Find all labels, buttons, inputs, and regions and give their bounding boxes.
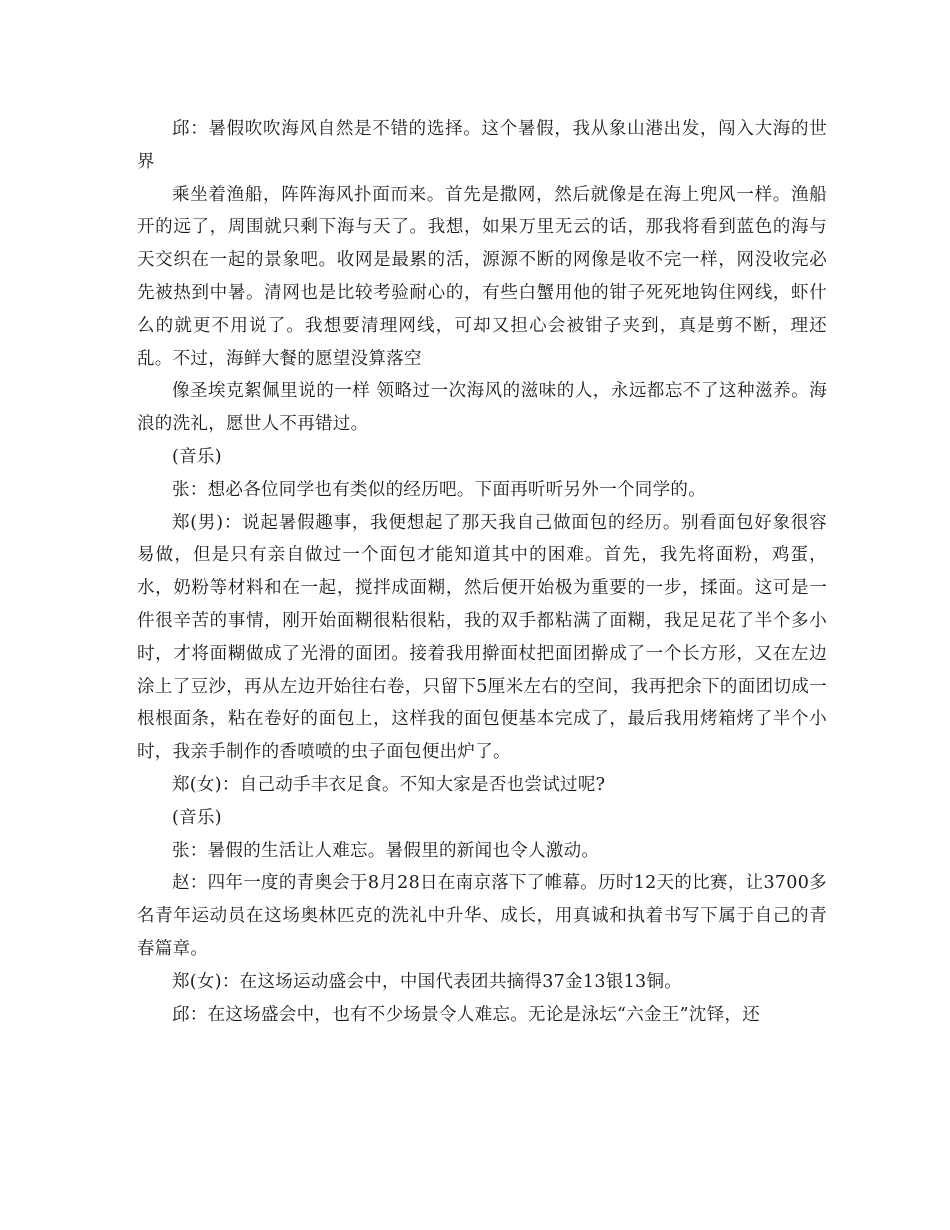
document-body bbox=[137, 113, 827, 1031]
paragraph-fishing-boat: 乘坐着渔船，阵阵海风扑面而来。首先是撒网，然后就像是在海上兜风一样。渔船开的远了，周围就只剩下海与天了。我想，如果万里无云的话，那我将看到蓝色的海与天交织在一起的景象吧。收网是最累的活，源源不断的网像是收不完一样，网没收完必先被热到中暑。清网也是比较考验耐心的，有些白蟹用他的钳子死死地钩住网线，虾什么的就更不用说了。我想要清理网线，可却又担心会被钳子夹到，真是剪不断，理还乱。不过，海鲜大餐的愿望没算落空 bbox=[137, 184, 827, 369]
paragraph-saint-exupery: 像圣埃克絮佩里说的一样 领略过一次海风的滋味的人，永远都忘不了这种滋养。海浪的洗礼，愿世人不再错过。 bbox=[137, 381, 827, 435]
paragraph-zheng-male-bread: 郑(男)：说起暑假趣事，我便想起了那天我自己做面包的经历。别看面包好象很容易做，但是只有亲自做过一个面包才能知道其中的困难。首先，我先将面粉，鸡蛋，水，奶粉等材料和在一起，搅拌成面糊，然后便开始极为重要的一步，揉面。这可是一件很辛苦的事情，刚开始面糊很粘很粘，我的双手都粘满了面糊，我足足花了半个多小时，才将面糊做成了光滑的面团。接着我用擀面杖把面团擀成了一个长方形，又在左边涂上了豆沙，再从左边开始往右卷，只留下5厘米左右的空间，我再把余下的面团切成一根根面条，粘在卷好的面包上，这样我的面包便基本完成了，最后我用烤箱烤了半个小时，我亲手制作的香喷喷的虫子面包便出炉了。 bbox=[137, 512, 827, 763]
paragraph-music-cue: (音乐) bbox=[172, 807, 222, 828]
paragraph-qiu-sea-breeze-intro: 邱：暑假吹吹海风自然是不错的选择。这个暑假，我从象山港出发，闯入大海的世界 bbox=[137, 119, 827, 172]
paragraph-music-cue: (音乐) bbox=[172, 446, 222, 467]
paragraph-zheng-female-medals: 郑(女)：在这场运动盛会中，中国代表团共摘得37金13银13铜。 bbox=[172, 971, 683, 992]
paragraph-qiu-memorable-scenes: 邱：在这场盛会中，也有不少场景令人难忘。无论是泳坛“六金王”沈铎，还 bbox=[172, 1004, 761, 1025]
paragraph-zheng-female-comment: 郑(女)：自己动手丰衣足食。不知大家是否也尝试过呢? bbox=[172, 774, 606, 795]
paragraph-zhang-news: 张：暑假的生活让人难忘。暑假里的新闻也令人激动。 bbox=[172, 840, 600, 861]
paragraph-zhao-youth-olympics: 赵：四年一度的青奥会于8月28日在南京落下了帷幕。历时12天的比赛，让3700多名青年运动员在这场奥林匹克的洗礼中升华、成长，用真诚和执着书写下属于自己的青春篇章。 bbox=[137, 873, 827, 959]
paragraph-zhang-transition: 张：想必各位同学也有类似的经历吧。下面再听听另外一个同学的。 bbox=[172, 479, 706, 500]
